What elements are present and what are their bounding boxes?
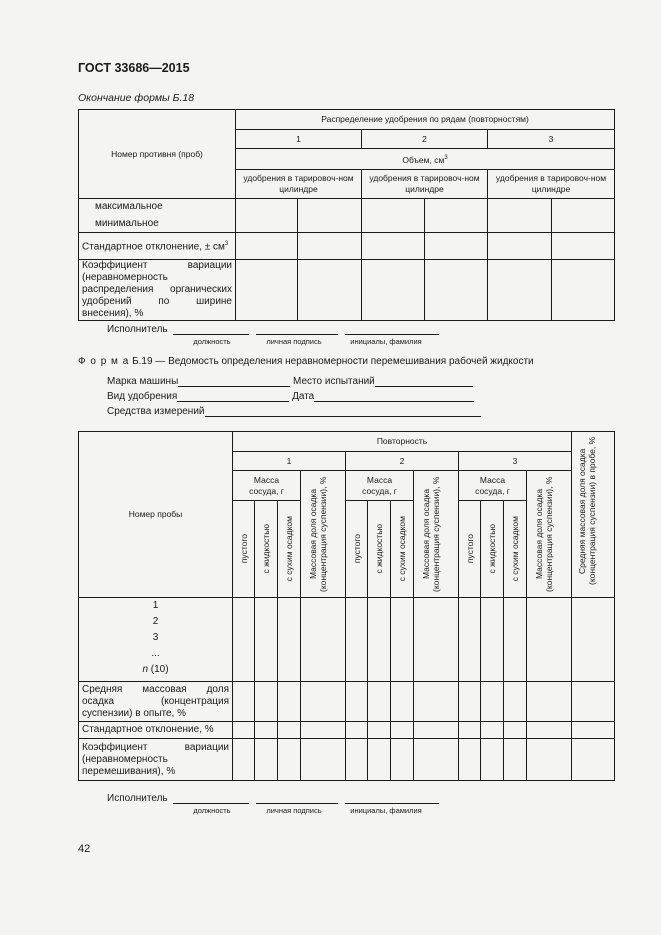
fraction-header-3: Массовая доля осадка (концентрация суспензии), % [527,471,572,598]
cell [459,682,481,722]
cylinder-header-2: удобрения в тарировоч-ном цилиндре [362,170,488,199]
form-19-table [78,431,615,781]
cell [414,682,459,722]
liquid-header-1: с жидкостью [255,501,278,598]
sample-number-header: Номер противня (проб) [79,110,236,199]
cell [425,260,488,321]
cell [346,598,368,682]
cell [301,739,346,781]
cell [552,260,615,321]
fertilizer-type-field[interactable] [177,390,289,402]
name-caption: инициалы, фамилия [350,806,422,815]
distribution-header: Распределение удобрения по рядам (повторностям) [236,110,615,130]
fertilizer-type-line: Вид удобрения Дата [107,390,474,402]
name-field[interactable] [345,323,439,335]
cell [527,722,572,739]
cell [255,739,278,781]
cell [298,260,362,321]
cell [425,233,488,260]
cell [414,739,459,781]
position-field[interactable] [173,323,249,335]
position-caption: должность [193,337,231,346]
cell [527,682,572,722]
dry-header-3: с сухим осадком [504,501,527,598]
cell [391,739,414,781]
machine-brand-line: Марка машины Место испытаний [107,375,473,387]
sample-row-1: 1 [152,600,159,611]
rep-2-header: 2 [346,452,459,471]
rep-1-header: 1 [236,130,362,149]
cell [278,598,301,682]
cell [459,739,481,781]
cell [346,682,368,722]
cell [414,722,459,739]
cell [459,598,481,682]
cell [488,233,552,260]
volume-header: Объем, $см^3$ [236,149,615,170]
executor-block-2 [107,792,439,804]
cell [368,598,391,682]
cell [362,233,425,260]
test-place-field[interactable] [375,375,473,387]
cell [391,682,414,722]
cell [278,682,301,722]
cell [504,682,527,722]
avg-sample-header: Средняя массовая доля осадка (концентрация суспензии) в пробе, % [572,432,615,598]
rep-3-header: 3 [459,452,572,471]
cell [368,722,391,739]
cell [278,722,301,739]
cell [391,722,414,739]
empty-header-2: пустого [346,501,368,598]
machine-brand-field[interactable] [178,375,290,387]
measuring-tools-line: Средства измерений [107,405,481,417]
page-number: 42 [78,843,91,855]
cell [362,199,425,233]
cell [572,598,615,682]
cell [504,722,527,739]
cell [298,233,362,260]
fraction-header-2: Массовая доля осадка (концентрация суспензии), % [414,471,459,598]
max-min-row-label: максимальное минимальное [79,199,236,233]
cell [504,739,527,781]
rep-2-header: 2 [362,130,488,149]
cell [233,598,255,682]
name-field[interactable] [345,792,439,804]
dry-header-1: с сухим осадком [278,501,301,598]
cell [255,722,278,739]
sample-number-header: Номер пробы [79,432,233,598]
sample-rows-label [79,598,233,682]
name-caption: инициалы, фамилия [350,337,422,346]
cell [346,722,368,739]
cell [298,199,362,233]
liquid-header-3: с жидкостью [481,501,504,598]
cell [552,199,615,233]
rep-3-header: 3 [488,130,615,149]
std-row-label: Стандартное отклонение, % [79,722,233,739]
form-18-table [78,109,615,321]
signature-caption: личная подпись [266,337,322,346]
cell [414,598,459,682]
form-18-continuation-label: Окончание формы Б.18 [78,92,195,104]
cell [481,739,504,781]
vessel-mass-header-3: Масса сосуда, г [459,471,527,501]
fraction-header-1: Массовая доля осадка (концентрация суспензии), % [301,471,346,598]
cell [236,260,298,321]
dry-header-2: с сухим осадком [391,501,414,598]
cell [362,260,425,321]
cell [504,598,527,682]
cell [233,682,255,722]
repetition-header: Повторность [233,432,572,452]
form-19-title: Ф о р м а Б.19 — Ведомость определения неравномерности перемешивания рабочей жидкости [78,356,534,367]
sample-row-3: 3 [152,632,159,643]
cell [255,682,278,722]
cell [233,739,255,781]
cell [481,682,504,722]
executor-label: Исполнитель [107,793,168,804]
sample-row-2: 2 [152,616,159,627]
cell [527,598,572,682]
executor-block-1 [107,323,439,335]
cell [278,739,301,781]
cell [368,682,391,722]
cv-row-label: Коэффициент вариации (неравномерность распределения органических удобрений по ширине внесения), % [79,260,236,321]
date-field[interactable] [314,390,474,402]
cylinder-header-3: удобрения в тарировоч-ном цилиндре [488,170,615,199]
cell [572,682,615,722]
document-header: ГОСТ 33686—2015 [78,61,190,75]
vessel-mass-header-1: Масса сосуда, г [233,471,301,501]
vessel-mass-header-2: Масса сосуда, г [346,471,414,501]
cell [481,722,504,739]
cv-row-label: Коэффициент вариации (неравномерность перемешивания), % [79,739,233,781]
executor-label: Исполнитель [107,324,168,335]
rep-1-header: 1 [233,452,346,471]
cylinder-header-1: удобрения в тарировоч-ном цилиндре [236,170,362,199]
std-row-label: Стандартное отклонение, ± $см^3$ [79,233,236,260]
sample-row-n: n (10) [142,664,169,675]
position-field[interactable] [173,792,249,804]
cell [488,260,552,321]
cell [236,233,298,260]
cell [391,598,414,682]
signature-caption: личная подпись [266,806,322,815]
avg-row-label: Средняя массовая доля осадка (концентрация суспензии) в опыте, % [79,682,233,722]
position-caption: должность [193,806,231,815]
cell [552,233,615,260]
cell [301,598,346,682]
cell [346,739,368,781]
empty-header-3: пустого [459,501,481,598]
cell [301,682,346,722]
cell [236,199,298,233]
cell [233,722,255,739]
cell [425,199,488,233]
sample-row-ellipsis: ... [151,648,160,659]
cell [368,739,391,781]
cell [527,739,572,781]
cell [572,722,615,739]
empty-header-1: пустого [233,501,255,598]
liquid-header-2: с жидкостью [368,501,391,598]
measuring-tools-field[interactable] [205,405,481,417]
cell [459,722,481,739]
signature-field[interactable] [256,792,338,804]
cell [481,598,504,682]
cell [255,598,278,682]
cell [488,199,552,233]
cell [301,722,346,739]
signature-field[interactable] [256,323,338,335]
cell [572,739,615,781]
